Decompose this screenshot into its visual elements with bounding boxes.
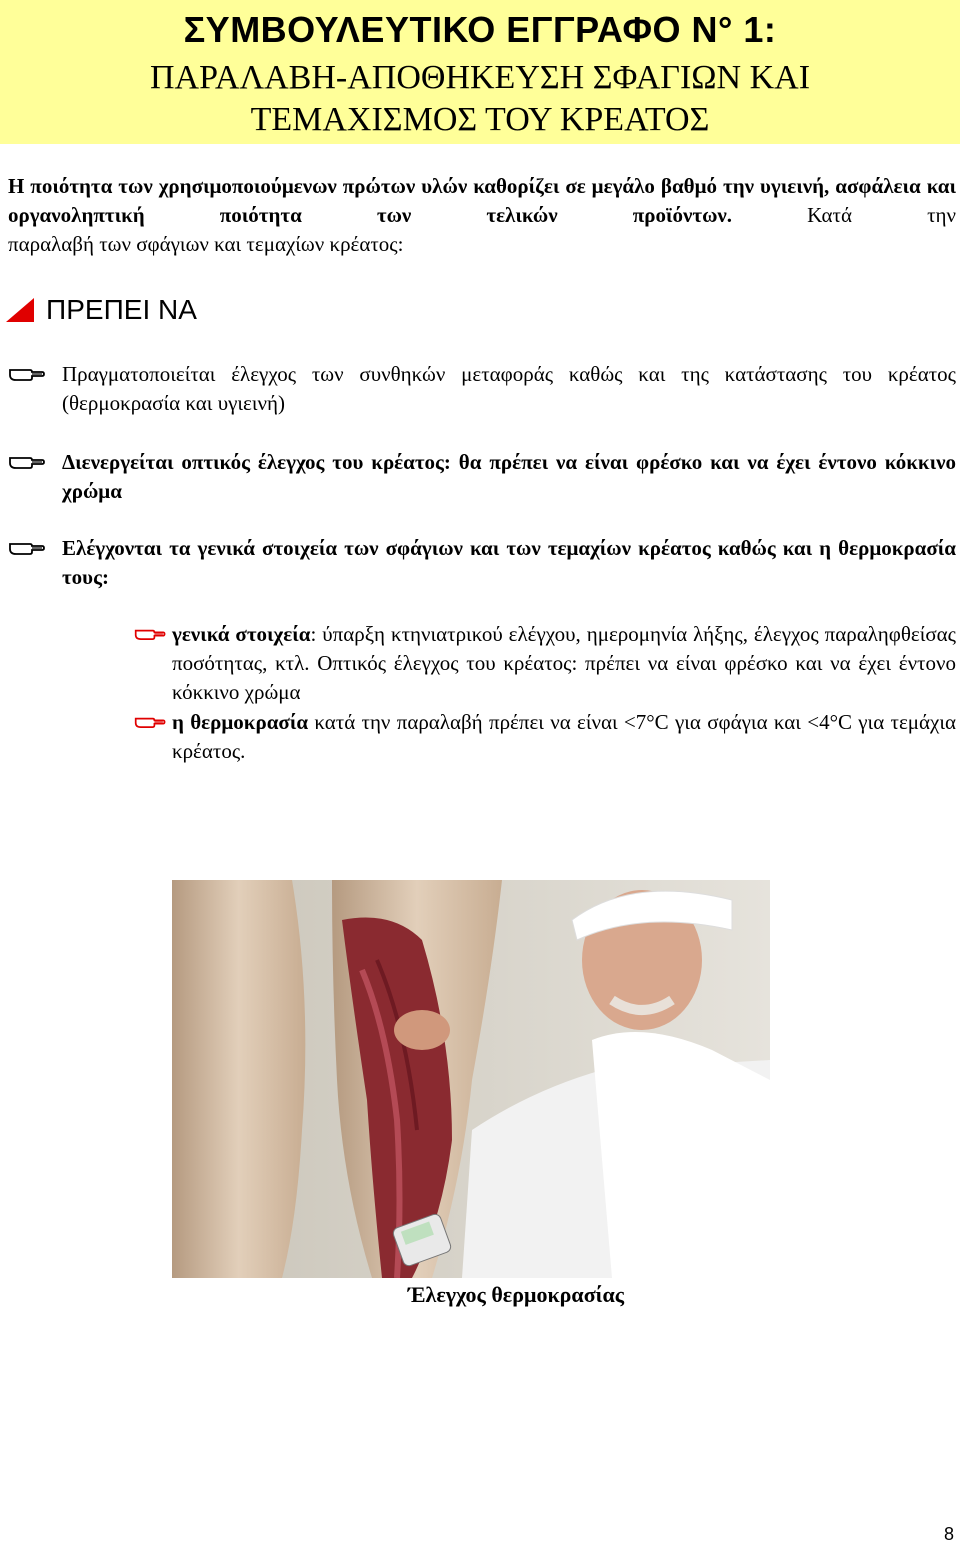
photo-illustration bbox=[172, 880, 770, 1278]
sub-bullet-text bbox=[172, 620, 956, 707]
intro-normal: Κατά την bbox=[732, 203, 956, 227]
document-subtitle-line1: ΠΑΡΑΛΑΒΗ-ΑΠΟΘΗΚΕΥΣΗ ΣΦΑΓΙΩΝ ΚΑΙ bbox=[149, 59, 811, 96]
bullet-text: Ελέγχονται τα γενικά στοιχεία των σφάγιων και των τεμαχίων κρέατος καθώς και η θερμοκρασία τους: bbox=[62, 536, 956, 589]
document-subtitle-line2: ΤΕΜΑΧΙΣΜΟΣ ΤΟΥ ΚΡΕΑΤΟΣ bbox=[250, 101, 710, 138]
document-title: ΣΥΜΒΟΥΛΕΥΤΙΚΟ ΕΓΓΡΑΦΟ Ν° 1: bbox=[183, 9, 777, 50]
sub-bullet-bold: η θερμοκρασία bbox=[172, 710, 309, 734]
sub-bullet-normal: : ύπαρξη κτηνιατρικού ελέγχου, ημερομηνία λήξης, έλεγχος παραληφθείσας ποσότητας, κτλ. Οπτικός έλεγχος του κρέατος: πρέπει να είναι φρέσκο και να έχει έντονο κόκκινο χρώμα bbox=[172, 622, 956, 704]
page-number: 8 bbox=[943, 1524, 954, 1544]
sub-bullet-normal: κατά την παραλαβή πρέπει να είναι <7°C για σφάγια και <4°C για τεμάχια κρέατος. bbox=[172, 710, 956, 763]
bullet-text: Πραγματοποιείται έλεγχος των συνθηκών μεταφοράς καθώς και της κατάστασης του κρέατος (θερμοκρασία και υγιεινή) bbox=[62, 362, 956, 415]
pointing-hand-icon bbox=[8, 452, 48, 472]
bullet-text: Διενεργείται οπτικός έλεγχος του κρέατος: θα πρέπει να είναι φρέσκο και να έχει έντονο κόκκινο χρώμα bbox=[62, 450, 956, 503]
pointing-hand-icon bbox=[8, 538, 48, 558]
pointing-hand-icon bbox=[134, 624, 168, 644]
photo-caption: Έλεγχος θερμοκρασίας bbox=[407, 1282, 625, 1307]
red-triangle-icon bbox=[6, 298, 34, 322]
intro-paragraph bbox=[8, 172, 956, 230]
sub-bullet-bold: γενικά στοιχεία bbox=[172, 622, 311, 646]
section-heading bbox=[6, 292, 197, 328]
intro-last-line: παραλαβή των σφάγιων και τεμαχίων κρέατος: bbox=[8, 232, 404, 256]
inspection-photo bbox=[172, 880, 770, 1278]
sub-bullet-text bbox=[172, 708, 956, 766]
pointing-hand-icon bbox=[8, 364, 48, 384]
intro-bold: Η ποιότητα των χρησιμοποιούμενων πρώτων υλών καθορίζει σε μεγάλο βαθμό την υγιεινή, ασφάλεια και οργανοληπτική ποιότητα των τελικών προϊόντων. bbox=[8, 174, 956, 227]
header-banner bbox=[0, 0, 960, 144]
section-title: ΠΡΕΠΕΙ ΝΑ bbox=[46, 294, 197, 325]
pointing-hand-icon bbox=[134, 712, 168, 732]
